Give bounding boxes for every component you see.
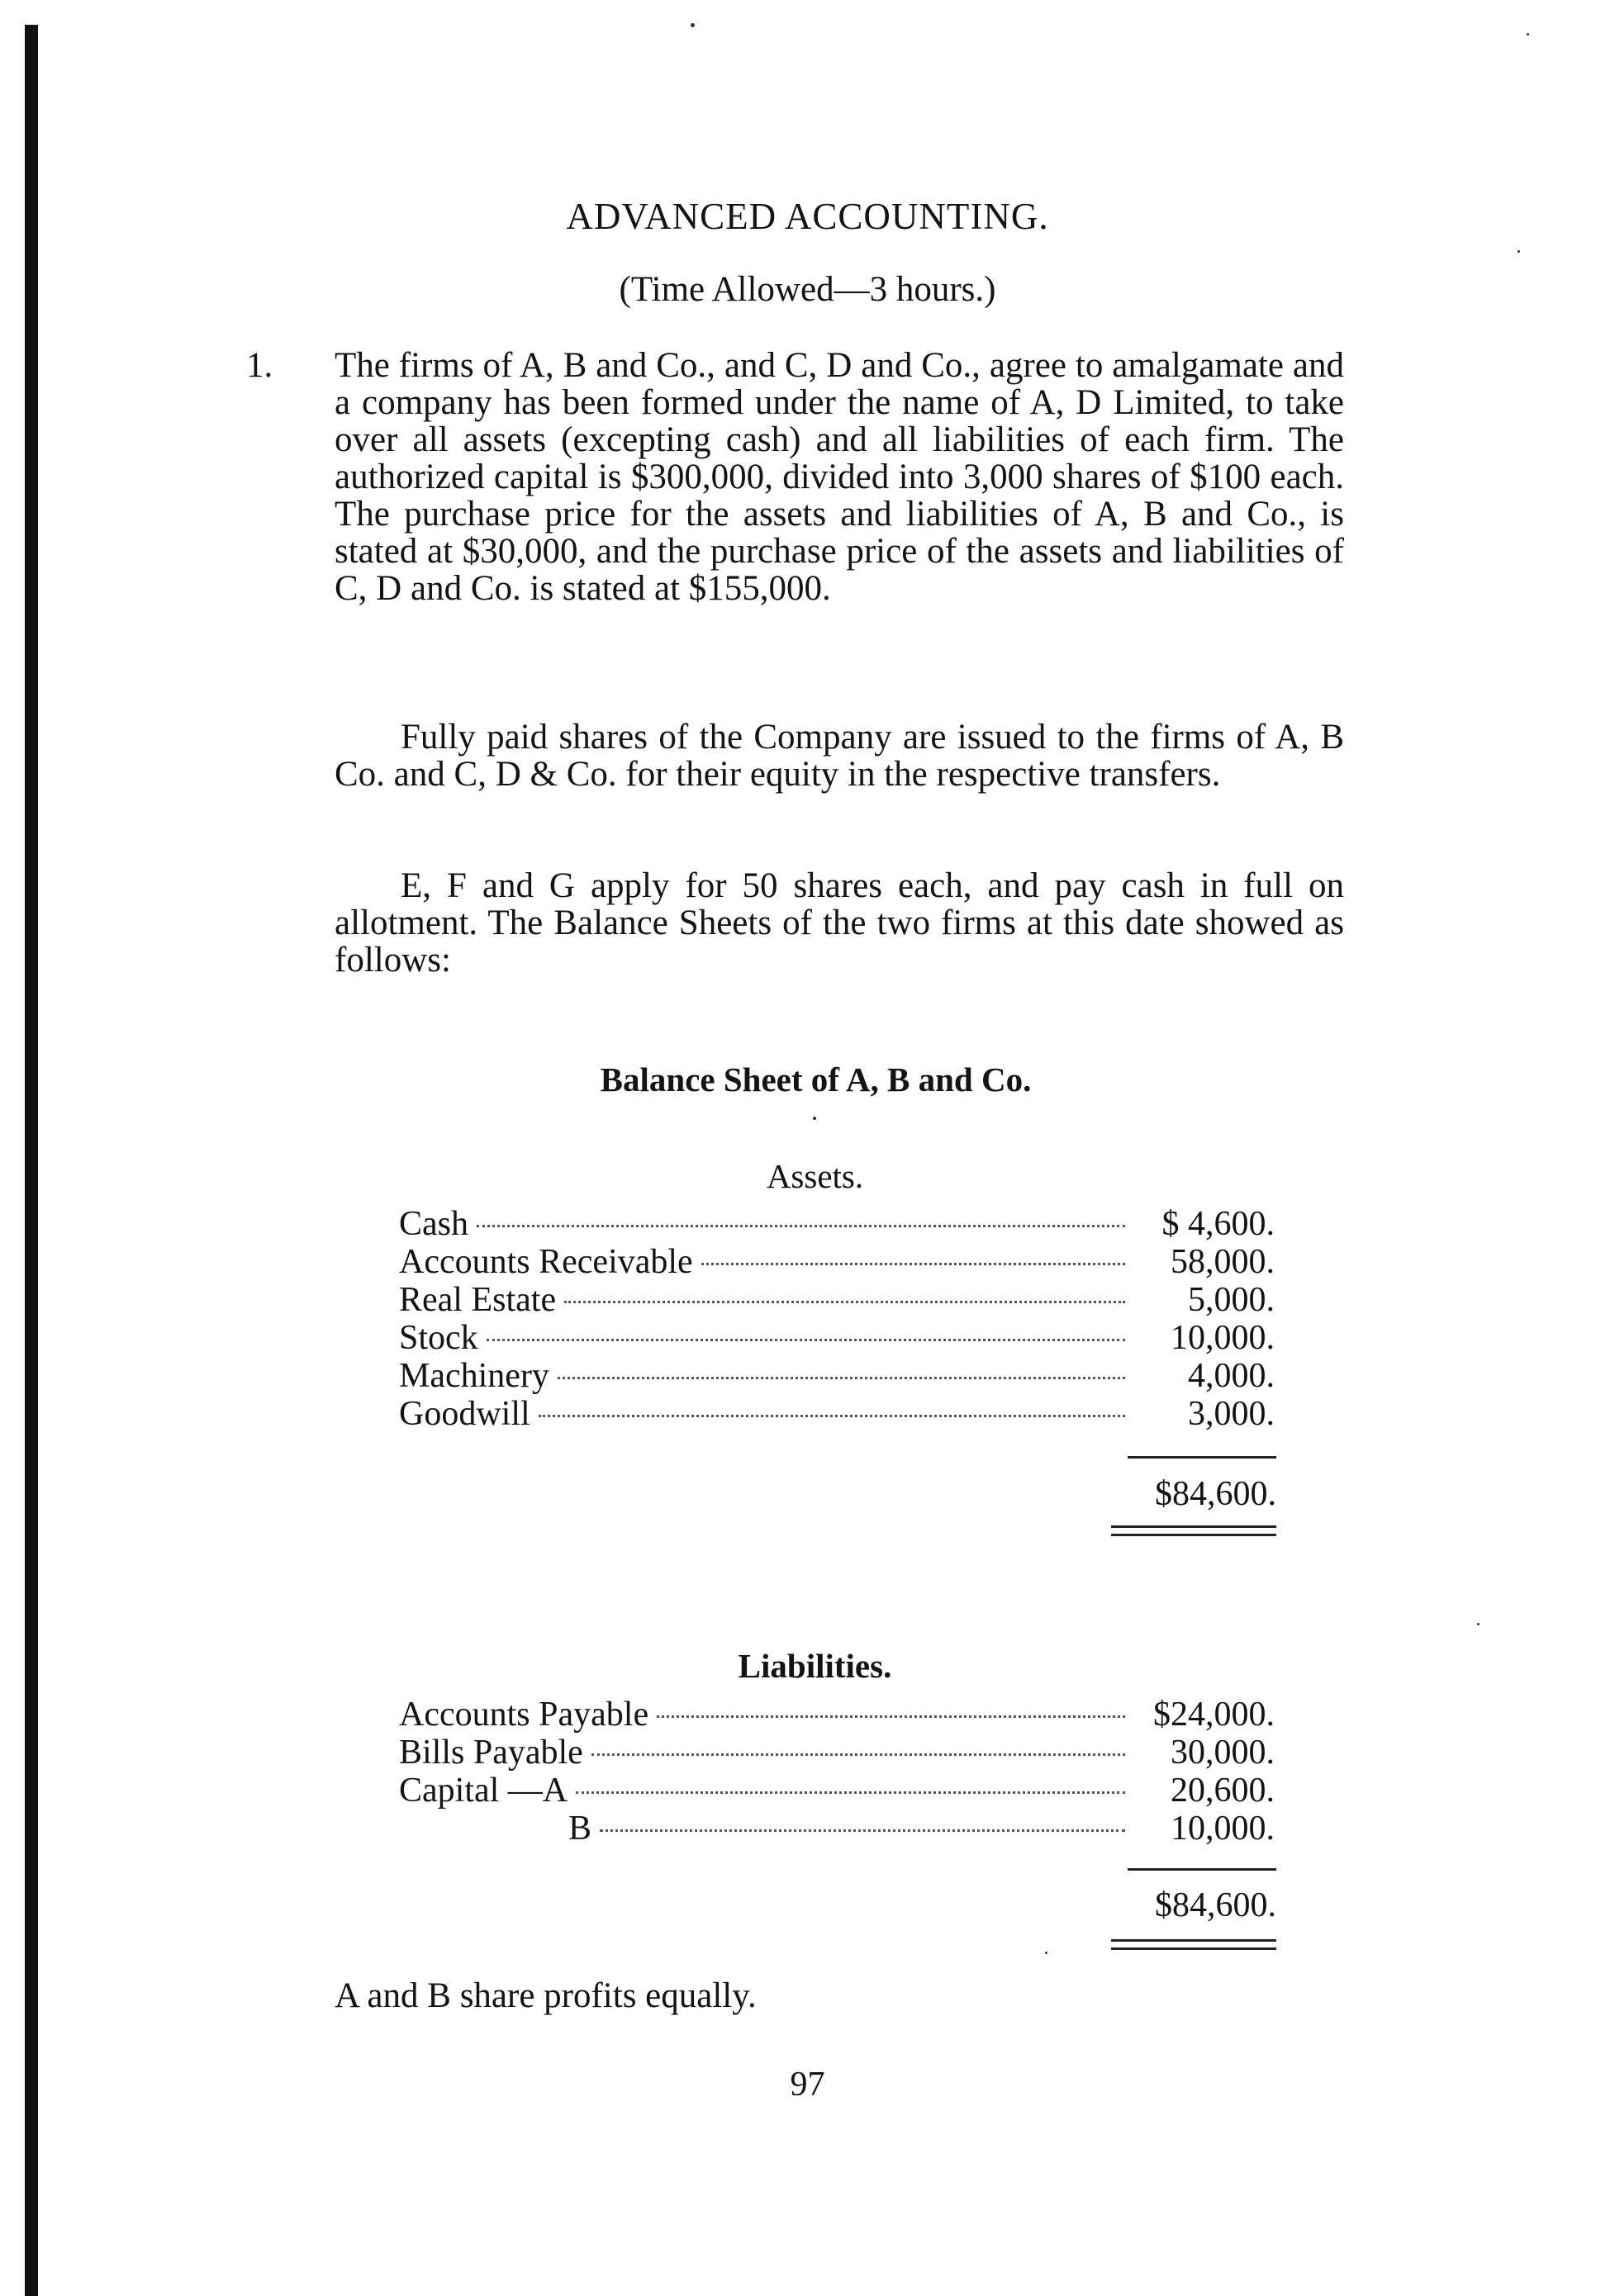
ledger-row (399, 1394, 1275, 1432)
ledger-row (399, 1695, 1275, 1733)
ledger-amount: 4,000. (1188, 1357, 1275, 1395)
ledger-label: Bills Payable (399, 1734, 583, 1772)
ledger-row (399, 1771, 1275, 1809)
dot-leader (564, 1301, 1125, 1303)
page-number: 97 (790, 2066, 825, 2104)
ledger-row (399, 1809, 1275, 1847)
ledger-label: Real Estate (399, 1281, 557, 1319)
balance-sheet-title: Balance Sheet of A, B and Co. (600, 1060, 1032, 1098)
liabilities-heading: Liabilities. (738, 1647, 892, 1685)
double-total-rule (1111, 1525, 1276, 1536)
liabilities-ledger (399, 1695, 1275, 1847)
ledger-row (399, 1733, 1275, 1771)
double-total-rule (1111, 1939, 1276, 1950)
assets-total: $84,600. (1155, 1475, 1276, 1513)
ledger-label: Accounts Payable (399, 1696, 649, 1734)
ledger-label: Goodwill (399, 1395, 530, 1433)
dot-leader (576, 1791, 1125, 1794)
ledger-label: Accounts Receivable (399, 1243, 693, 1281)
dot-leader (487, 1339, 1125, 1341)
ledger-row (399, 1280, 1275, 1318)
ledger-amount: 30,000. (1171, 1734, 1275, 1772)
dot-leader (477, 1225, 1125, 1227)
question-number: 1. (246, 346, 273, 385)
ledger-row (399, 1356, 1275, 1394)
profit-sharing-note: A and B share profits equally. (335, 1976, 757, 2015)
ledger-amount: 5,000. (1188, 1281, 1275, 1319)
ledger-label: B (568, 1810, 592, 1848)
dot-leader (701, 1263, 1125, 1265)
ledger-amount: 3,000. (1188, 1395, 1275, 1433)
ledger-amount: 20,600. (1171, 1772, 1275, 1810)
dot-leader (600, 1829, 1125, 1832)
ledger-amount: 10,000. (1171, 1810, 1275, 1848)
ledger-amount: $ 4,600. (1161, 1205, 1275, 1243)
question-paragraph-3: E, F and G apply for 50 shares each, and pay cash in full on allotment. The Balance Sheets of the two firms at this date showed as follows: (335, 866, 1344, 980)
assets-ledger (399, 1204, 1275, 1432)
ledger-row (399, 1204, 1275, 1242)
ledger-label: Stock (399, 1319, 478, 1357)
question-paragraph-1: The firms of A, B and Co., and C, D and Co., agree to amalgamate and a company has been formed under the name of A, D Limited, to take over all assets (excepting cash) and all liabilities of each firm. The authorized capital is $300,000, divided into 3,000 shares of $100 each. The purchase price for the assets and liabilities of A, B and Co., is stated at $30,000, and the purchase price of the assets and liabilities of C, D and Co. is stated at $155,000. (335, 346, 1344, 608)
ledger-label: Capital —A (399, 1772, 568, 1810)
page-title: ADVANCED ACCOUNTING. (566, 196, 1049, 237)
ledger-amount: $24,000. (1153, 1696, 1275, 1734)
question-paragraph-2: Fully paid shares of the Company are issued to the firms of A, B Co. and C, D & Co. for their equity in the respective transfers. (335, 718, 1344, 794)
ledger-row (399, 1318, 1275, 1356)
subtotal-rule (1128, 1868, 1276, 1871)
dot-leader (539, 1415, 1125, 1417)
dot-leader (591, 1753, 1125, 1756)
assets-heading: Assets. (766, 1157, 864, 1195)
subtotal-rule (1128, 1456, 1276, 1459)
dot-leader (657, 1715, 1125, 1718)
ledger-label: Cash (399, 1205, 468, 1243)
liabilities-total: $84,600. (1155, 1886, 1276, 1924)
ledger-label: Machinery (399, 1357, 549, 1395)
ledger-amount: 10,000. (1171, 1319, 1275, 1357)
time-allowed: (Time Allowed—3 hours.) (619, 270, 996, 309)
ledger-amount: 58,000. (1171, 1243, 1275, 1281)
dot-leader (558, 1377, 1125, 1379)
ledger-row (399, 1242, 1275, 1280)
